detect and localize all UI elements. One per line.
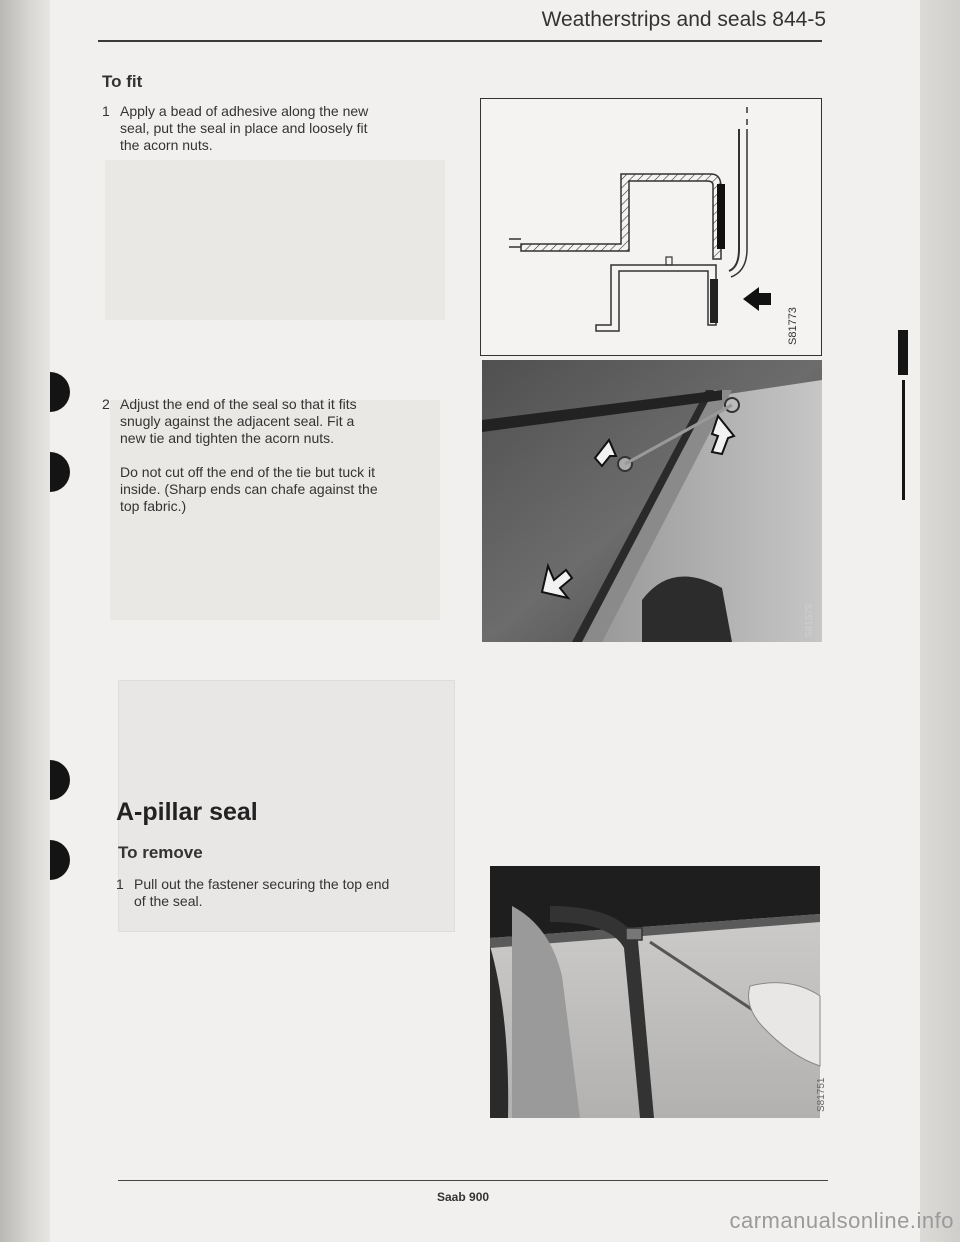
- fit-step-1: [102, 103, 462, 163]
- step-text-line: Apply a bead of adhesive along the new: [120, 103, 369, 119]
- fit-note: [120, 464, 465, 515]
- step-text-line: Pull out the fastener securing the top end: [134, 876, 390, 892]
- note-line: top fabric.): [120, 498, 187, 514]
- note-line: Do not cut off the end of the tie but tuck it: [120, 464, 376, 480]
- to-fit-heading: To fit: [102, 72, 143, 91]
- figure-code: S81773: [787, 307, 799, 345]
- arrow-icon: [743, 287, 771, 311]
- to-remove-heading: To remove: [118, 843, 203, 862]
- lower-profile-section: [596, 265, 716, 331]
- step-number: 2: [102, 396, 110, 412]
- figure-code: S81751: [816, 1077, 827, 1112]
- header-rule: [98, 40, 822, 42]
- note-line: inside. (Sharp ends can chafe against the: [120, 481, 378, 497]
- page-header: Weatherstrips and seals 844-5: [541, 8, 826, 31]
- step-number: 1: [102, 103, 110, 119]
- upper-profile-section: [521, 174, 721, 259]
- photo-illustration: [482, 360, 822, 642]
- step-text-line: seal, put the seal in place and loosely fit: [120, 120, 368, 136]
- section-tab-mark: [898, 330, 908, 375]
- page-footer: Saab 900: [437, 1190, 490, 1204]
- step-text-line: the acorn nuts.: [120, 137, 213, 153]
- a-pillar-fastener-photo: [490, 866, 827, 1118]
- step-text-line: snugly against the adjacent seal. Fit a: [120, 413, 355, 429]
- step-text-line: new tie and tighten the acorn nuts.: [120, 430, 335, 446]
- figure-code: S81579: [804, 603, 815, 638]
- a-pillar-title: A-pillar seal: [116, 798, 258, 826]
- remove-step-1: [116, 876, 476, 916]
- binder-margin: [0, 0, 50, 1242]
- step-number: 1: [116, 876, 124, 892]
- cross-section-drawing: [481, 99, 821, 355]
- show-through: [105, 160, 445, 320]
- page-edge: [920, 0, 960, 1242]
- section-tab-line: [902, 380, 905, 500]
- seal-cross-section-figure: [480, 98, 822, 356]
- photo-illustration: [490, 866, 820, 1118]
- site-watermark: carmanualsonline.info: [729, 1208, 954, 1233]
- step-text-line: Adjust the end of the seal so that it fits: [120, 396, 357, 412]
- lower-seal: [710, 279, 718, 323]
- seal-section: [717, 184, 725, 249]
- footer-rule: [118, 1180, 828, 1181]
- step-text-line: of the seal.: [134, 893, 203, 909]
- glass-edge: [729, 129, 739, 271]
- roof-attachment-photo: [482, 360, 822, 642]
- fit-step-2: [102, 396, 462, 456]
